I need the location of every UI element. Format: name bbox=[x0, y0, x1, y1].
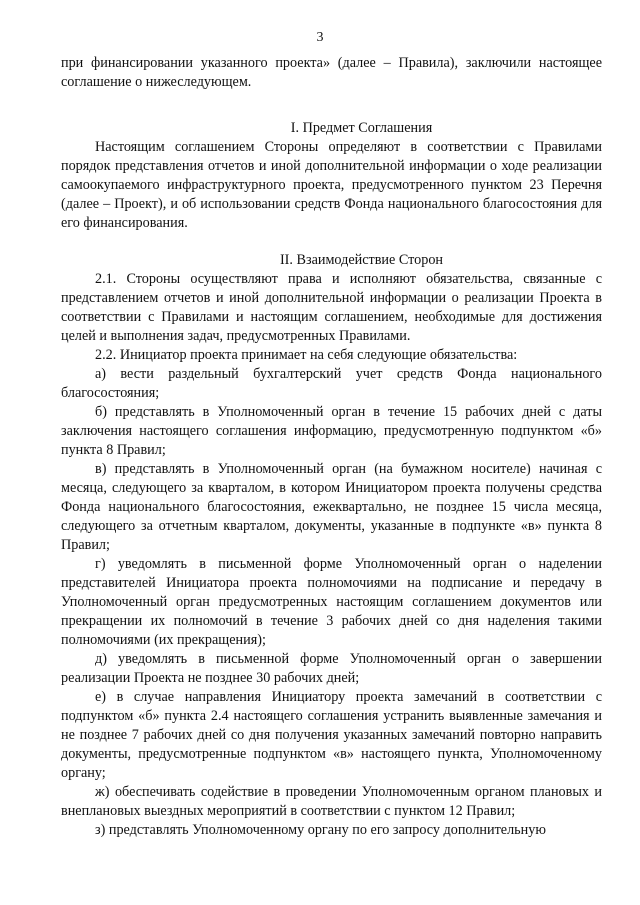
list-item-g: г) уведомлять в письменной форме Уполномоченный орган о наделении представителей Инициатора проекта полномочиями на подписание и передачу в Уполномоченный орган предусмотренных настоящим соглашением документов или прекращении их полномочий в течение 3 рабочих дней со дня наделения такими полномочиями (их прекращения); bbox=[61, 556, 602, 648]
section-1-title: I. Предмет Соглашения bbox=[290, 120, 433, 136]
document-body bbox=[61, 54, 602, 840]
list-item-z: з) представлять Уполномоченному органу по его запросу дополнительную bbox=[95, 822, 546, 838]
list-item-d: д) уведомлять в письменной форме Уполномоченный орган о завершении реализации Проекта не позднее 30 рабочих дней; bbox=[61, 651, 602, 686]
intro-paragraph: при финансировании указанного проекта» (далее – Правила), заключили настоящее соглашение о нижеследующем. bbox=[61, 55, 602, 90]
section-1-paragraph: Настоящим соглашением Стороны определяют в соответствии с Правилами порядок представления отчетов и иной дополнительной информации о ходе реализации самоокупаемого инфраструктурного проекта, предусмотренного пунктом 23 Перечня (далее – Проект), и об использовании средств Фонда национального благосостояния для его финансирования. bbox=[61, 139, 602, 231]
list-item-zh: ж) обеспечивать содействие в проведении Уполномоченным органом плановых и внеплановых выездных мероприятий в соответствии с пунктом 12 Правил; bbox=[61, 784, 602, 819]
list-item-e: е) в случае направления Инициатору проекта замечаний в соответствии с подпунктом «б» пункта 2.4 настоящего соглашения устранить выявленные замечания и не позднее 7 рабочих дней со дня получения указанных замечаний повторно направить документы, предусмотренные подпунктом «в» настоящего пункта, Уполномоченному органу; bbox=[61, 689, 602, 781]
page-number: 3 bbox=[316, 30, 324, 45]
list-item-b: б) представлять в Уполномоченный орган в течение 15 рабочих дней с даты заключения настоящего соглашения информацию, предусмотренную подпунктом «б» пункта 8 Правил; bbox=[61, 404, 602, 458]
section-2-title: II. Взаимодействие Сторон bbox=[279, 252, 444, 268]
list-item-a: а) вести раздельный бухгалтерский учет средств Фонда национального благосостояния; bbox=[61, 366, 602, 401]
paragraph-2-1: 2.1. Стороны осуществляют права и исполняют обязательства, связанные с представлением отчетов и иной дополнительной информации о реализации Проекта в соответствии с Правилами и настоящим соглашением, необходимые для достижения целей и выполнения задач, предусмотренных Правилами. bbox=[61, 271, 602, 344]
paragraph-2-2: 2.2. Инициатор проекта принимает на себя следующие обязательства: bbox=[95, 347, 518, 363]
list-item-v: в) представлять в Уполномоченный орган (на бумажном носителе) начиная с месяца, следующего за кварталом, в котором Инициатором проекта получены средства Фонда национального благосостояния, ежеквартально, не позднее 15 числа месяца, следующего за отчетным кварталом, документы, указанные в подпункте «в» пункта 8 Правил; bbox=[61, 461, 602, 553]
